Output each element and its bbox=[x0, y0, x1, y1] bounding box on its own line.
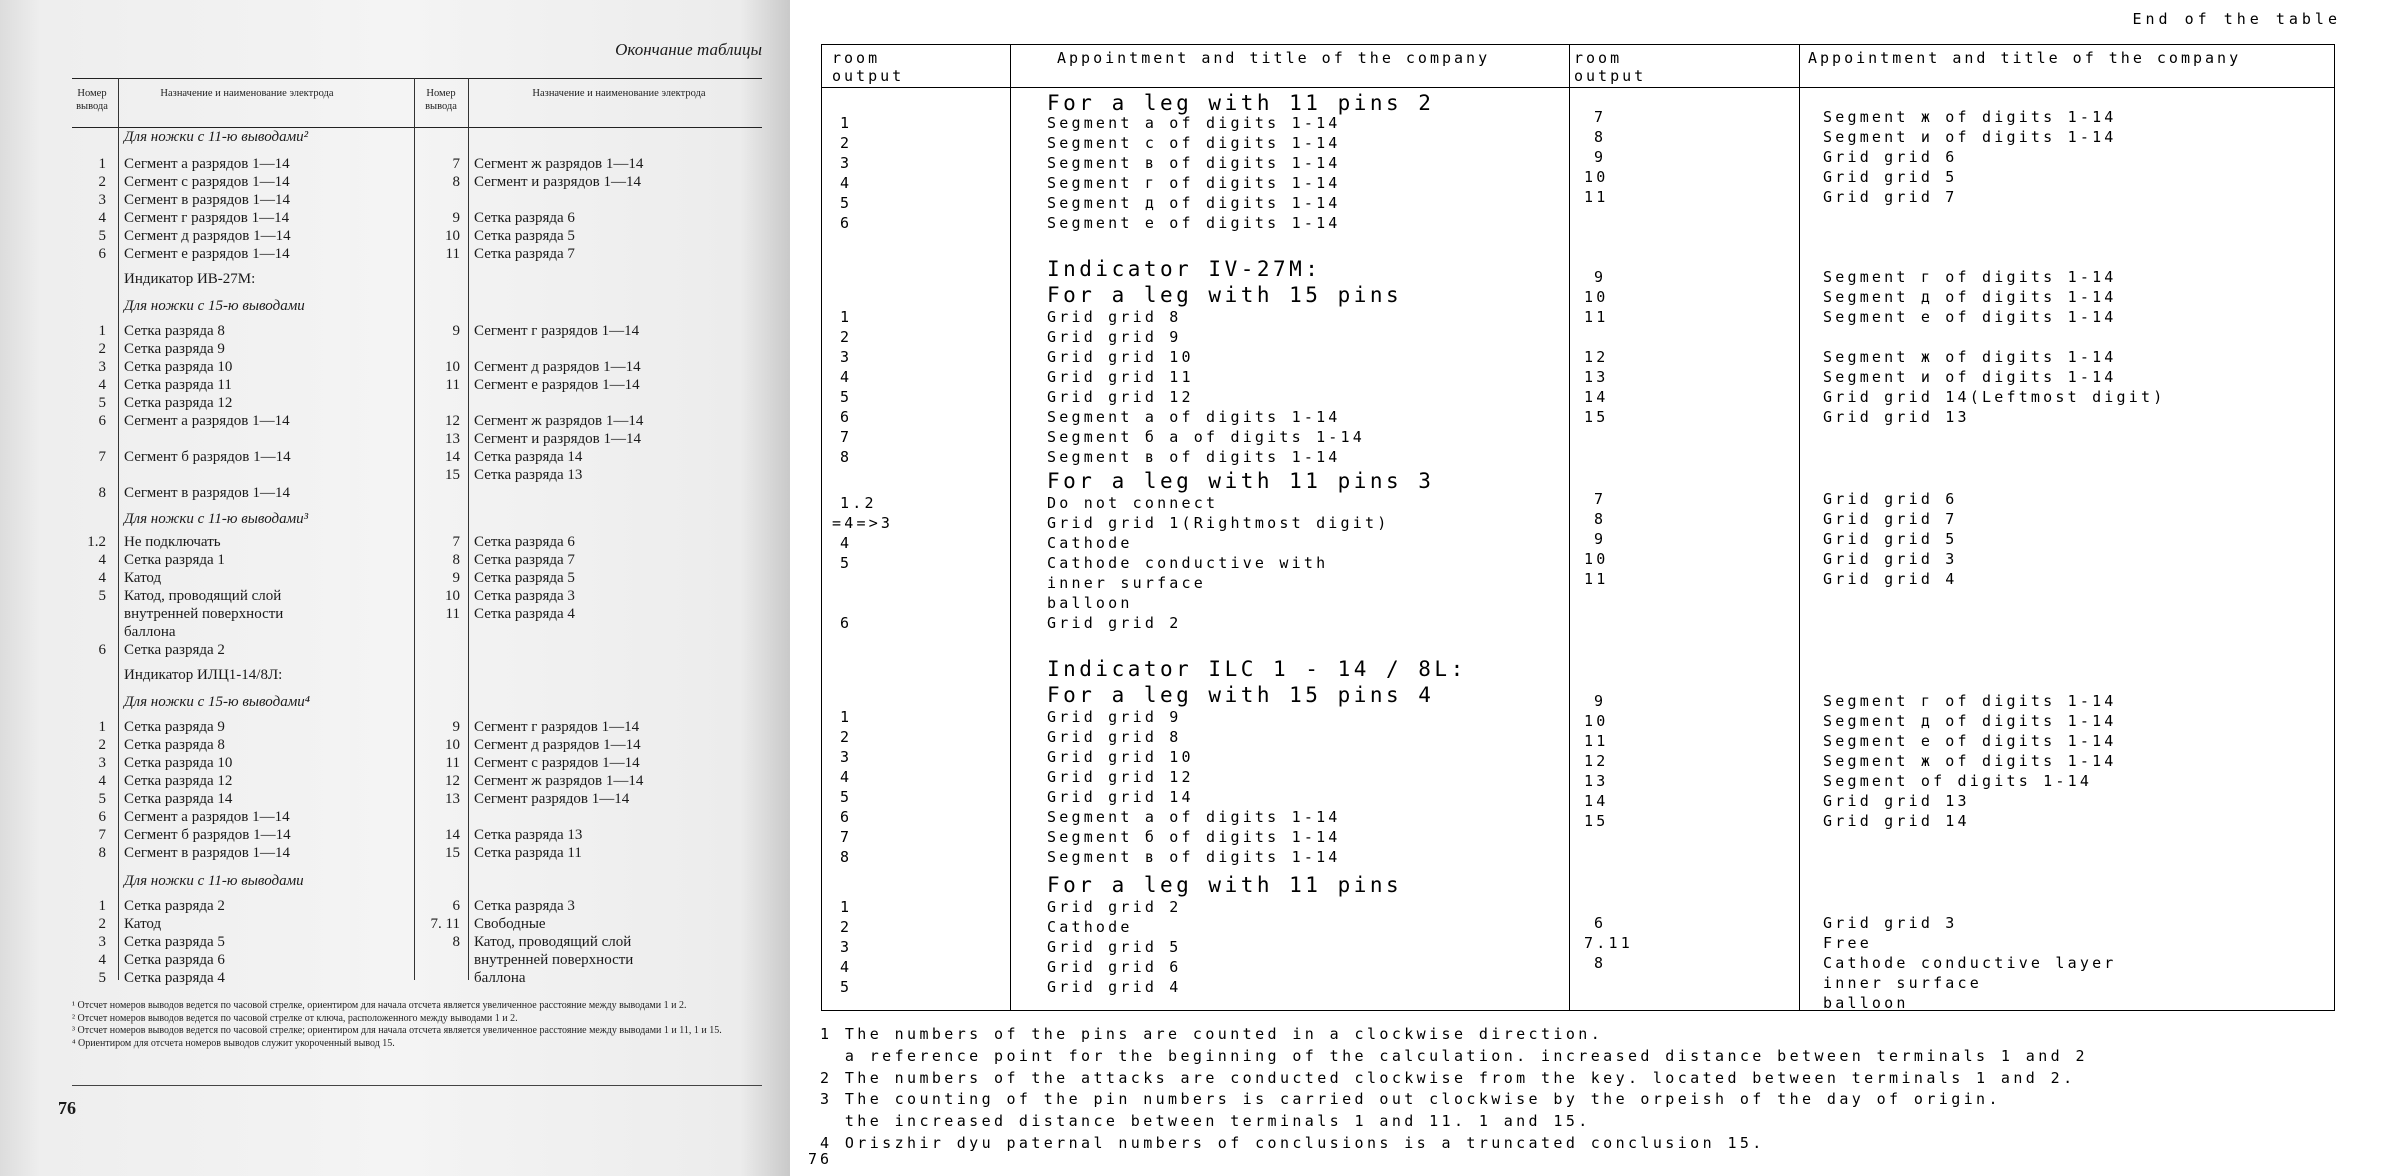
electrode-name: Сегмент д разрядов 1—14 bbox=[124, 228, 291, 244]
pin-number: 13 bbox=[445, 431, 460, 447]
pin-number: 15 bbox=[445, 845, 460, 861]
electrode-name: Сегмент а разрядов 1—14 bbox=[124, 156, 290, 172]
pin-number: 8 bbox=[452, 552, 460, 568]
header-room-2: room bbox=[1574, 49, 1623, 67]
electrode-name: Segment e of digits 1-14 bbox=[1823, 308, 2117, 326]
pin-number: 3 bbox=[98, 359, 106, 375]
pin-number: 9 bbox=[1594, 148, 1607, 166]
pin-number: 10 bbox=[1584, 550, 1609, 568]
section-heading: For a leg with 15 pins bbox=[1047, 283, 1403, 307]
electrode-name: Segment ж of digits 1-14 bbox=[1823, 752, 2117, 770]
electrode-name: внутренней поверхности bbox=[474, 952, 634, 968]
pin-number: 6 bbox=[98, 246, 106, 262]
electrode-name: Сетка разряда 5 bbox=[474, 570, 575, 586]
pin-number: 1 bbox=[840, 114, 853, 132]
pin-number: 8 bbox=[1594, 510, 1607, 528]
electrode-name: Сетка разряда 1 bbox=[124, 552, 225, 568]
table-header bbox=[72, 78, 762, 128]
pin-number: 7 bbox=[1594, 490, 1607, 508]
scanned-page bbox=[0, 0, 790, 1176]
pin-number: 5 bbox=[98, 395, 106, 411]
pin-number: 4 bbox=[98, 552, 106, 568]
electrode-name: Не подключать bbox=[124, 534, 221, 550]
electrode-name: Сегмент в разрядов 1—14 bbox=[124, 845, 291, 861]
electrode-name: Сегмент ж разрядов 1—14 bbox=[474, 156, 644, 172]
pin-number: 10 bbox=[445, 737, 460, 753]
pin-number: 11 bbox=[445, 606, 460, 622]
electrode-name: Grid grid 8 bbox=[1047, 308, 1182, 326]
electrode-name: Segment д of digits 1-14 bbox=[1823, 712, 2117, 730]
pin-number: 11 bbox=[445, 377, 460, 393]
electrode-name: Grid grid 11 bbox=[1047, 368, 1194, 386]
pin-number: 8 bbox=[98, 845, 106, 861]
electrode-name: Grid grid 6 bbox=[1047, 958, 1182, 976]
electrode-name: Grid grid 5 bbox=[1823, 530, 1958, 548]
electrode-name: Сетка разряда 7 bbox=[474, 246, 575, 262]
pin-number: 2 bbox=[98, 737, 106, 753]
electrode-name: Cathode bbox=[1047, 918, 1133, 936]
electrode-name: Сегмент в разрядов 1—14 bbox=[124, 485, 291, 501]
electrode-name: Grid grid 10 bbox=[1047, 748, 1194, 766]
pin-number: 3 bbox=[840, 154, 853, 172]
electrode-name: Segment д of digits 1-14 bbox=[1823, 288, 2117, 306]
column-divider bbox=[414, 78, 415, 980]
column-divider bbox=[118, 78, 119, 980]
pin-number: 9 bbox=[1594, 268, 1607, 286]
electrode-name: Grid grid 4 bbox=[1823, 570, 1958, 588]
translated-page bbox=[806, 0, 2383, 1176]
pin-number: 4 bbox=[98, 210, 106, 226]
pin-number: 8 bbox=[452, 174, 460, 190]
electrode-name: Segment в of digits 1-14 bbox=[1047, 154, 1341, 172]
electrode-name: Grid grid 1(Rightmost digit) bbox=[1047, 514, 1390, 532]
pin-number: 15 bbox=[445, 467, 460, 483]
footnotes bbox=[72, 1000, 762, 1050]
pin-number: 6 bbox=[840, 214, 853, 232]
pin-number: 8 bbox=[840, 848, 853, 866]
footnote: ¹ Отсчет номеров выводов ведется по часовой стрелке, ориентиром для начала отсчета является увеличенное расстояние между выводами 1 и 2. bbox=[72, 1000, 687, 1011]
footnote-rule bbox=[72, 1085, 762, 1086]
pin-number: 4 bbox=[840, 534, 853, 552]
electrode-name: Сетка разряда 3 bbox=[474, 588, 575, 604]
pin-number: 9 bbox=[452, 719, 460, 735]
column-divider bbox=[1799, 45, 1800, 1010]
electrode-name: Сегмент разрядов 1—14 bbox=[474, 791, 630, 807]
pin-number: 1 bbox=[98, 156, 106, 172]
section-heading: For a leg with 11 pins bbox=[1047, 873, 1403, 897]
header-assignment-2: Назначение и наименование электрода bbox=[532, 88, 706, 99]
end-of-table-title: End of the table bbox=[2132, 10, 2341, 28]
electrode-name: Grid grid 13 bbox=[1823, 792, 1970, 810]
pin-number: 8 bbox=[1594, 954, 1607, 972]
section-heading: For a leg with 11 pins 3 bbox=[1047, 469, 1435, 493]
electrode-name: inner surface bbox=[1047, 574, 1206, 592]
pin-number: 9 bbox=[452, 323, 460, 339]
electrode-name: balloon bbox=[1047, 594, 1133, 612]
pin-number: 8 bbox=[452, 934, 460, 950]
pin-number: 15 bbox=[1584, 408, 1609, 426]
pin-number: 11 bbox=[445, 246, 460, 262]
pin-number: 4 bbox=[840, 368, 853, 386]
footnote: ² Отсчет номеров выводов ведется по часовой стрелке от ключа, расположенного между выводами 1 и 2. bbox=[72, 1012, 518, 1024]
electrode-name: Сетка разряда 9 bbox=[124, 719, 225, 735]
electrode-name: Сегмент б разрядов 1—14 bbox=[124, 449, 291, 465]
pin-number: 12 bbox=[445, 773, 460, 789]
electrode-name: Сетка разряда 10 bbox=[124, 755, 233, 771]
electrode-name: Сетка разряда 2 bbox=[124, 898, 225, 914]
pin-number: 3 bbox=[840, 748, 853, 766]
header-output: output bbox=[832, 67, 905, 85]
pin-number: 1 bbox=[840, 308, 853, 326]
header-pin-number-2: Номер вывода bbox=[425, 88, 457, 112]
electrode-name: Segment a of digits 1-14 bbox=[1047, 114, 1341, 132]
electrode-name: Сетка разряда 6 bbox=[124, 952, 225, 968]
electrode-name: Grid grid 10 bbox=[1047, 348, 1194, 366]
electrode-name: Катод bbox=[124, 916, 162, 932]
electrode-name: Segment д of digits 1-14 bbox=[1047, 194, 1341, 212]
electrode-name: Сегмент ж разрядов 1—14 bbox=[474, 773, 644, 789]
section-heading: Для ножки с 15-ю выводами⁴ bbox=[124, 694, 310, 710]
electrode-name: Segment г of digits 1-14 bbox=[1823, 268, 2117, 286]
electrode-name: Do not connect bbox=[1047, 494, 1219, 512]
footnote: the increased distance between terminals 1 and 11. 1 and 15. bbox=[820, 1112, 1591, 1131]
header-pin-number: Номер вывода bbox=[76, 88, 108, 112]
pin-number: 15 bbox=[1584, 812, 1609, 830]
section-heading: For a leg with 15 pins 4 bbox=[1047, 683, 1435, 707]
pin-number: 3 bbox=[840, 348, 853, 366]
electrode-name: Катод, проводящий слой bbox=[474, 934, 632, 950]
electrode-name: Segment e of digits 1-14 bbox=[1047, 214, 1341, 232]
pin-number: 6 bbox=[98, 642, 106, 658]
electrode-name: inner surface bbox=[1823, 974, 1982, 992]
electrode-name: Сетка разряда 12 bbox=[124, 395, 233, 411]
electrode-name: Сегмент с разрядов 1—14 bbox=[474, 755, 640, 771]
pin-number: 6 bbox=[98, 809, 106, 825]
header-appointment: Appointment and title of the company bbox=[1057, 49, 1491, 67]
electrode-name: Сегмент е разрядов 1—14 bbox=[124, 246, 290, 262]
pin-number: 7 bbox=[452, 156, 460, 172]
page-number: 76 bbox=[808, 1150, 833, 1168]
pin-number: 8 bbox=[98, 485, 106, 501]
pin-number: 7 bbox=[1594, 108, 1607, 126]
pin-number: 14 bbox=[1584, 388, 1609, 406]
electrode-name: Grid grid 12 bbox=[1047, 768, 1194, 786]
header-rule bbox=[822, 87, 2334, 88]
pin-number: 1 bbox=[98, 719, 106, 735]
electrode-name: Segment и of digits 1-14 bbox=[1823, 128, 2117, 146]
pin-number: 5 bbox=[98, 791, 106, 807]
electrode-name: Сетка разряда 14 bbox=[474, 449, 583, 465]
electrode-name: Grid grid 2 bbox=[1047, 614, 1182, 632]
pin-number: 1 bbox=[98, 323, 106, 339]
footnote: 1 The numbers of the pins are counted in a clockwise direction. bbox=[820, 1025, 1604, 1043]
column-divider bbox=[1569, 45, 1570, 1010]
pin-number: 13 bbox=[1584, 772, 1609, 790]
pin-number: 2 bbox=[840, 134, 853, 152]
pin-number: 6 bbox=[840, 808, 853, 826]
electrode-name: внутренней поверхности bbox=[124, 606, 284, 622]
electrode-name: balloon bbox=[1823, 994, 1909, 1012]
pin-number: 9 bbox=[452, 570, 460, 586]
pin-number: 3 bbox=[98, 934, 106, 950]
pin-number: 2 bbox=[840, 328, 853, 346]
electrode-name: Сегмент ж разрядов 1—14 bbox=[474, 413, 644, 429]
electrode-name: Сегмент г разрядов 1—14 bbox=[474, 323, 640, 339]
pin-number: 6 bbox=[98, 413, 106, 429]
pin-number: 7 bbox=[98, 449, 106, 465]
footnote: 4 Oriszhir dyu paternal numbers of conclusions is a truncated conclusion 15. bbox=[820, 1133, 1765, 1152]
electrode-name: Grid grid 4 bbox=[1047, 978, 1182, 996]
electrode-name: Grid grid 12 bbox=[1047, 388, 1194, 406]
pin-number: 1 bbox=[840, 708, 853, 726]
header-room: room bbox=[832, 49, 881, 67]
pin-number: 4 bbox=[840, 768, 853, 786]
electrode-name: Grid grid 9 bbox=[1047, 708, 1182, 726]
pin-number: 12 bbox=[1584, 752, 1609, 770]
electrode-name: Сегмент а разрядов 1—14 bbox=[124, 413, 290, 429]
electrode-name: Сетка разряда 5 bbox=[474, 228, 575, 244]
footnote: 3 The counting of the pin numbers is carried out clockwise by the orpeish of the day of origin. bbox=[820, 1090, 2001, 1109]
pin-number: 1.2 bbox=[840, 494, 877, 512]
electrode-name: Сегмент и разрядов 1—14 bbox=[474, 174, 642, 190]
header-appointment-2: Appointment and title of the company bbox=[1808, 49, 2242, 67]
electrode-name: Grid grid 5 bbox=[1823, 168, 1958, 186]
footnote: ³ Отсчет номеров выводов ведется по часовой стрелке; ориентиром для начала отсчета является увеличенное расстояние между выводами 1 и 11, 1 и 15. bbox=[72, 1025, 722, 1036]
section-heading: Для ножки с 11-ю выводами bbox=[124, 873, 304, 889]
electrode-name: Segment a of digits 1-14 bbox=[1047, 408, 1341, 426]
electrode-name: Сетка разряда 14 bbox=[124, 791, 233, 807]
pin-number: 14 bbox=[1584, 792, 1609, 810]
pin-number: 6 bbox=[840, 408, 853, 426]
electrode-name: Сегмент а разрядов 1—14 bbox=[124, 809, 290, 825]
indicator-heading: Индикатор ИЛЦ1-14/8Л: bbox=[124, 667, 283, 683]
pin-number: 10 bbox=[1584, 288, 1609, 306]
pin-number: 5 bbox=[840, 194, 853, 212]
electrode-name: Segment of digits 1-14 bbox=[1823, 772, 2093, 790]
electrode-name: Cathode conductive with bbox=[1047, 554, 1329, 572]
electrode-name: Сетка разряда 8 bbox=[124, 323, 225, 339]
pin-number: 7 bbox=[452, 534, 460, 550]
electrode-name: Сегмент д разрядов 1—14 bbox=[474, 737, 641, 753]
electrode-name: Segment г of digits 1-14 bbox=[1047, 174, 1341, 192]
electrode-name: Сетка разряда 3 bbox=[474, 898, 575, 914]
electrode-name: Сегмент д разрядов 1—14 bbox=[474, 359, 641, 375]
pin-number: 3 bbox=[840, 938, 853, 956]
pin-number: 11 bbox=[1584, 732, 1609, 750]
pin-number: 11 bbox=[1584, 308, 1609, 326]
pin-number: 7 bbox=[98, 827, 106, 843]
indicator-heading: Индикатор ИВ-27М: bbox=[124, 271, 256, 287]
pin-number: 5 bbox=[98, 970, 106, 986]
electrode-name: Segment e of digits 1-14 bbox=[1823, 732, 2117, 750]
electrode-name: Сетка разряда 12 bbox=[124, 773, 233, 789]
electrode-name: Сетка разряда 11 bbox=[124, 377, 232, 393]
pin-number: 3 bbox=[98, 755, 106, 771]
pin-number: 10 bbox=[1584, 168, 1609, 186]
electrode-name: баллона bbox=[124, 624, 176, 640]
translated-footnotes bbox=[820, 1024, 2088, 1155]
electrode-name: Free bbox=[1823, 934, 1872, 952]
electrode-name: Grid grid 13 bbox=[1823, 408, 1970, 426]
section-heading: Для ножки с 11-ю выводами³ bbox=[124, 511, 309, 527]
pin-number: 1 bbox=[98, 898, 106, 914]
electrode-name: Сетка разряда 2 bbox=[124, 642, 225, 658]
pin-number: 12 bbox=[1584, 348, 1609, 366]
pin-number: 7 bbox=[840, 428, 853, 446]
electrode-name: Grid grid 9 bbox=[1047, 328, 1182, 346]
pin-number: 4 bbox=[98, 377, 106, 393]
pin-number: 9 bbox=[1594, 692, 1607, 710]
pin-number: 4 bbox=[840, 174, 853, 192]
electrode-name: Segment в of digits 1-14 bbox=[1047, 448, 1341, 466]
electrode-name: Grid grid 3 bbox=[1823, 914, 1958, 932]
pin-number: 11 bbox=[1584, 188, 1609, 206]
pin-number: 10 bbox=[445, 228, 460, 244]
pin-number: 11 bbox=[445, 755, 460, 771]
electrode-name: Grid grid 5 bbox=[1047, 938, 1182, 956]
pin-number: =4=>3 bbox=[832, 514, 894, 532]
table-continuation-title: Окончание таблицы bbox=[615, 40, 762, 59]
pin-number: 5 bbox=[98, 228, 106, 244]
pin-number: 4 bbox=[98, 773, 106, 789]
pin-number: 4 bbox=[840, 958, 853, 976]
electrode-name: Сетка разряда 13 bbox=[474, 467, 583, 483]
footnote: 2 The numbers of the attacks are conducted clockwise from the key. located between terminals 1 and 2. bbox=[820, 1068, 2076, 1087]
electrode-name: Grid grid 6 bbox=[1823, 148, 1958, 166]
electrode-name: Cathode bbox=[1047, 534, 1133, 552]
electrode-name: баллона bbox=[474, 970, 526, 986]
pin-number: 5 bbox=[840, 788, 853, 806]
electrode-name: Сетка разряда 11 bbox=[474, 845, 582, 861]
pin-number: 14 bbox=[445, 827, 460, 843]
pin-number: 10 bbox=[445, 359, 460, 375]
footnote: ⁴ Ориентиром для отсчета номеров выводов служит укороченный вывод 15. bbox=[72, 1037, 395, 1049]
electrode-name: Grid grid 7 bbox=[1823, 188, 1958, 206]
pin-number: 12 bbox=[445, 413, 460, 429]
column-divider bbox=[468, 78, 469, 980]
electrode-name: Segment г of digits 1-14 bbox=[1823, 692, 2117, 710]
electrode-name: Сегмент в разрядов 1—14 bbox=[124, 192, 291, 208]
pin-number: 13 bbox=[1584, 368, 1609, 386]
pin-number: 7.11 bbox=[1584, 934, 1633, 952]
electrode-name: Сегмент с разрядов 1—14 bbox=[124, 174, 290, 190]
electrode-name: Grid grid 6 bbox=[1823, 490, 1958, 508]
pin-number: 5 bbox=[840, 978, 853, 996]
electrode-name: Grid grid 3 bbox=[1823, 550, 1958, 568]
pin-number: 8 bbox=[840, 448, 853, 466]
electrode-name: Grid grid 14 bbox=[1047, 788, 1194, 806]
pin-number: 11 bbox=[1584, 570, 1609, 588]
pin-number: 5 bbox=[840, 554, 853, 572]
electrode-name: Grid grid 7 bbox=[1823, 510, 1958, 528]
electrode-name: Segment в of digits 1-14 bbox=[1047, 848, 1341, 866]
pin-number: 5 bbox=[840, 388, 853, 406]
electrode-name: Segment б a of digits 1-14 bbox=[1047, 428, 1365, 446]
electrode-name: Сетка разряда 5 bbox=[124, 934, 225, 950]
pin-number: 1 bbox=[840, 898, 853, 916]
section-heading: Для ножки с 11-ю выводами² bbox=[124, 129, 309, 145]
section-heading: Indicator ILC 1 - 14 / 8L: bbox=[1047, 657, 1467, 681]
electrode-name: Grid grid 2 bbox=[1047, 898, 1182, 916]
electrode-name: Grid grid 14(Leftmost digit) bbox=[1823, 388, 2166, 406]
electrode-name: Segment c of digits 1-14 bbox=[1047, 134, 1341, 152]
pin-number: 10 bbox=[445, 588, 460, 604]
electrode-name: Сегмент и разрядов 1—14 bbox=[474, 431, 642, 447]
electrode-name: Сетка разряда 4 bbox=[124, 970, 225, 986]
pin-number: 5 bbox=[98, 588, 106, 604]
pin-number: 9 bbox=[452, 210, 460, 226]
electrode-name: Сетка разряда 7 bbox=[474, 552, 575, 568]
section-heading: Indicator IV-27M: bbox=[1047, 257, 1322, 281]
pin-number: 7 bbox=[840, 828, 853, 846]
electrode-name: Сетка разряда 8 bbox=[124, 737, 225, 753]
electrode-name: Сегмент б разрядов 1—14 bbox=[124, 827, 291, 843]
electrode-name: Cathode conductive layer bbox=[1823, 954, 2117, 972]
section-heading: Для ножки с 15-ю выводами bbox=[124, 298, 305, 314]
electrode-name: Сетка разряда 9 bbox=[124, 341, 225, 357]
electrode-name: Grid grid 8 bbox=[1047, 728, 1182, 746]
pin-number: 14 bbox=[445, 449, 460, 465]
electrode-name: Segment и of digits 1-14 bbox=[1823, 368, 2117, 386]
pin-number: 6 bbox=[1594, 914, 1607, 932]
electrode-name: Сегмент г разрядов 1—14 bbox=[124, 210, 290, 226]
electrode-name: Segment б of digits 1-14 bbox=[1047, 828, 1341, 846]
pin-number: 3 bbox=[98, 192, 106, 208]
electrode-name: Сегмент е разрядов 1—14 bbox=[474, 377, 640, 393]
electrode-name: Segment ж of digits 1-14 bbox=[1823, 108, 2117, 126]
electrode-name: Катод bbox=[124, 570, 162, 586]
pin-number: 2 bbox=[98, 174, 106, 190]
electrode-name: Сетка разряда 13 bbox=[474, 827, 583, 843]
header-assignment: Назначение и наименование электрода bbox=[160, 88, 334, 99]
section-heading: For a leg with 11 pins 2 bbox=[1047, 91, 1435, 115]
pin-number: 6 bbox=[840, 614, 853, 632]
pin-number: 10 bbox=[1584, 712, 1609, 730]
pin-number: 1.2 bbox=[87, 534, 106, 550]
electrode-name: Grid grid 14 bbox=[1823, 812, 1970, 830]
page-number: 76 bbox=[58, 1098, 76, 1118]
header-output-2: output bbox=[1574, 67, 1647, 85]
pin-number: 8 bbox=[1594, 128, 1607, 146]
footnote: a reference point for the beginning of the calculation. increased distance between terminals 1 and 2 bbox=[820, 1046, 2088, 1065]
electrode-name: Сетка разряда 10 bbox=[124, 359, 233, 375]
electrode-name: Катод, проводящий слой bbox=[124, 588, 282, 604]
pin-number: 2 bbox=[840, 918, 853, 936]
pin-number: 4 bbox=[98, 570, 106, 586]
pin-number: 2 bbox=[98, 341, 106, 357]
electrode-name: Сетка разряда 4 bbox=[474, 606, 575, 622]
electrode-name: Сегмент г разрядов 1—14 bbox=[474, 719, 640, 735]
electrode-name: Сетка разряда 6 bbox=[474, 534, 575, 550]
pin-number: 13 bbox=[445, 791, 460, 807]
electrode-name: Segment ж of digits 1-14 bbox=[1823, 348, 2117, 366]
pin-number: 4 bbox=[98, 952, 106, 968]
pin-number: 2 bbox=[98, 916, 106, 932]
electrode-name: Сетка разряда 6 bbox=[474, 210, 575, 226]
electrode-name: Свободные bbox=[474, 916, 546, 932]
electrode-name: Segment a of digits 1-14 bbox=[1047, 808, 1341, 826]
pin-number: 6 bbox=[452, 898, 460, 914]
pin-number: 9 bbox=[1594, 530, 1607, 548]
pin-number: 2 bbox=[840, 728, 853, 746]
pin-number: 7. 11 bbox=[430, 916, 460, 932]
column-divider bbox=[1010, 45, 1011, 1010]
